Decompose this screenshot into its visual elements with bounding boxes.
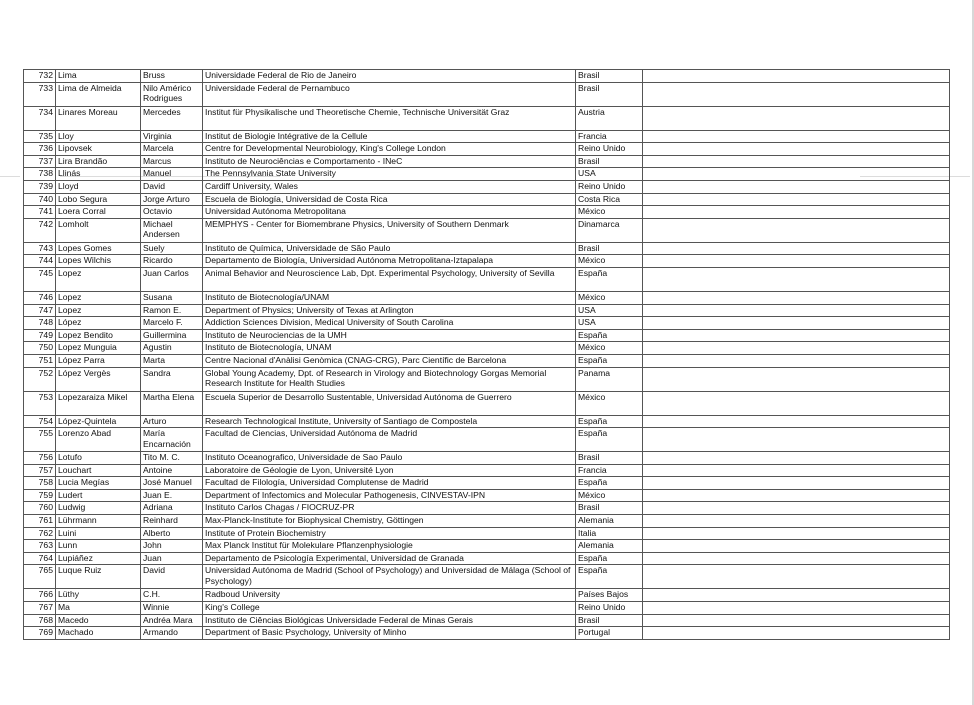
row-number: 752 (24, 367, 56, 391)
country-cell: España (576, 477, 643, 490)
scan-artifact-line (0, 176, 20, 177)
table-row (24, 106, 950, 130)
last-name-cell: Louchart (56, 464, 141, 477)
table-row (24, 317, 950, 330)
institution-cell: Instituto de Biotecnología, UNAM (203, 342, 576, 355)
institution-cell: Facultad de Filología, Universidad Complutense de Madrid (203, 477, 576, 490)
first-name-cell: Michael Andersen (141, 218, 203, 242)
last-name-cell: Lopez (56, 267, 141, 291)
row-number: 753 (24, 391, 56, 415)
empty-cell (643, 452, 950, 465)
participants-table (23, 69, 950, 640)
last-name-cell: Lüthy (56, 589, 141, 602)
empty-cell (643, 464, 950, 477)
row-number: 735 (24, 130, 56, 143)
first-name-cell: David (141, 180, 203, 193)
last-name-cell: Lloyd (56, 180, 141, 193)
country-cell: México (576, 391, 643, 415)
country-cell: Brasil (576, 502, 643, 515)
table-row (24, 218, 950, 242)
table-row (24, 415, 950, 428)
first-name-cell: Mercedes (141, 106, 203, 130)
first-name-cell: Ricardo (141, 255, 203, 268)
institution-cell: Animal Behavior and Neuroscience Lab, Dpt. Experimental Psychology, University of Sevilla (203, 267, 576, 291)
table-row (24, 70, 950, 83)
empty-cell (643, 527, 950, 540)
country-cell: Brasil (576, 452, 643, 465)
row-number: 750 (24, 342, 56, 355)
first-name-cell: Susana (141, 291, 203, 304)
empty-cell (643, 304, 950, 317)
first-name-cell: Reinhard (141, 515, 203, 528)
empty-cell (643, 168, 950, 181)
first-name-cell: Antoine (141, 464, 203, 477)
last-name-cell: Loera Corral (56, 206, 141, 219)
last-name-cell: Lima de Almeida (56, 82, 141, 106)
empty-cell (643, 515, 950, 528)
first-name-cell: Marcela (141, 143, 203, 156)
table-row (24, 155, 950, 168)
empty-cell (643, 70, 950, 83)
last-name-cell: Lobo Segura (56, 193, 141, 206)
last-name-cell: Linares Moreau (56, 106, 141, 130)
first-name-cell: José Manuel (141, 477, 203, 490)
table-row (24, 367, 950, 391)
table-row (24, 130, 950, 143)
row-number: 749 (24, 329, 56, 342)
empty-cell (643, 489, 950, 502)
institution-cell: King's College (203, 602, 576, 615)
first-name-cell: Juan Carlos (141, 267, 203, 291)
institution-cell: Universidad Autónoma de Madrid (School of Psychology) and Universidad de Málaga (School of Psychology) (203, 565, 576, 589)
row-number: 760 (24, 502, 56, 515)
first-name-cell: Marcus (141, 155, 203, 168)
institution-cell: Instituto de Química, Universidade de São Paulo (203, 242, 576, 255)
empty-cell (643, 242, 950, 255)
table-row (24, 168, 950, 181)
first-name-cell: Winnie (141, 602, 203, 615)
participants-table-body (24, 70, 950, 640)
institution-cell: Department of Infectomics and Molecular Pathogenesis, CINVESTAV-IPN (203, 489, 576, 502)
first-name-cell: Arturo (141, 415, 203, 428)
table-row (24, 565, 950, 589)
table-row (24, 193, 950, 206)
institution-cell: Departamento de Psicología Experimental, Universidad de Granada (203, 552, 576, 565)
last-name-cell: Lührmann (56, 515, 141, 528)
country-cell: Portugal (576, 627, 643, 640)
country-cell: USA (576, 304, 643, 317)
empty-cell (643, 614, 950, 627)
row-number: 738 (24, 168, 56, 181)
empty-cell (643, 130, 950, 143)
country-cell: Francia (576, 464, 643, 477)
last-name-cell: Machado (56, 627, 141, 640)
row-number: 740 (24, 193, 56, 206)
first-name-cell: Guillermina (141, 329, 203, 342)
row-number: 743 (24, 242, 56, 255)
table-row (24, 489, 950, 502)
country-cell: Reino Unido (576, 143, 643, 156)
empty-cell (643, 206, 950, 219)
last-name-cell: Lopes Wilchis (56, 255, 141, 268)
country-cell: Países Bajos (576, 589, 643, 602)
first-name-cell: Sandra (141, 367, 203, 391)
row-number: 742 (24, 218, 56, 242)
last-name-cell: Ludert (56, 489, 141, 502)
country-cell: Costa Rica (576, 193, 643, 206)
table-row (24, 82, 950, 106)
country-cell: México (576, 255, 643, 268)
last-name-cell: Lopez Bendito (56, 329, 141, 342)
empty-cell (643, 540, 950, 553)
last-name-cell: López Parra (56, 354, 141, 367)
institution-cell: Universidad Autónoma Metropolitana (203, 206, 576, 219)
table-row (24, 464, 950, 477)
last-name-cell: Lotufo (56, 452, 141, 465)
first-name-cell: Marta (141, 354, 203, 367)
row-number: 761 (24, 515, 56, 528)
first-name-cell: María Encarnación (141, 428, 203, 452)
last-name-cell: Lira Brandão (56, 155, 141, 168)
empty-cell (643, 155, 950, 168)
first-name-cell: Martha Elena (141, 391, 203, 415)
empty-cell (643, 552, 950, 565)
row-number: 754 (24, 415, 56, 428)
first-name-cell: Marcelo F. (141, 317, 203, 330)
empty-cell (643, 502, 950, 515)
table-row (24, 180, 950, 193)
last-name-cell: Lunn (56, 540, 141, 553)
last-name-cell: Lipovsek (56, 143, 141, 156)
row-number: 747 (24, 304, 56, 317)
empty-cell (643, 218, 950, 242)
table-row (24, 342, 950, 355)
last-name-cell: Lopes Gomes (56, 242, 141, 255)
institution-cell: Instituto Carlos Chagas / FIOCRUZ-PR (203, 502, 576, 515)
first-name-cell: Armando (141, 627, 203, 640)
empty-cell (643, 391, 950, 415)
institution-cell: The Pennsylvania State University (203, 168, 576, 181)
table-row (24, 627, 950, 640)
country-cell: Dinamarca (576, 218, 643, 242)
institution-cell: Addiction Sciences Division, Medical University of South Carolina (203, 317, 576, 330)
first-name-cell: Suely (141, 242, 203, 255)
empty-cell (643, 180, 950, 193)
country-cell: España (576, 354, 643, 367)
table-row (24, 391, 950, 415)
first-name-cell: Jorge Arturo (141, 193, 203, 206)
empty-cell (643, 342, 950, 355)
first-name-cell: David (141, 565, 203, 589)
country-cell: México (576, 206, 643, 219)
country-cell: España (576, 552, 643, 565)
last-name-cell: Lloy (56, 130, 141, 143)
institution-cell: Institut für Physikalische und Theoretische Chemie, Technische Universität Graz (203, 106, 576, 130)
last-name-cell: Macedo (56, 614, 141, 627)
empty-cell (643, 589, 950, 602)
country-cell: USA (576, 168, 643, 181)
row-number: 764 (24, 552, 56, 565)
last-name-cell: Lima (56, 70, 141, 83)
table-row (24, 602, 950, 615)
first-name-cell: Tito M. C. (141, 452, 203, 465)
institution-cell: Instituto de Neurociências e Comportamento - INeC (203, 155, 576, 168)
last-name-cell: Lopezaraiza Mikel (56, 391, 141, 415)
table-row (24, 452, 950, 465)
table-row (24, 477, 950, 490)
table-row (24, 589, 950, 602)
country-cell: Brasil (576, 242, 643, 255)
row-number: 765 (24, 565, 56, 589)
first-name-cell: C.H. (141, 589, 203, 602)
table-row (24, 206, 950, 219)
institution-cell: Universidade Federal de Pernambuco (203, 82, 576, 106)
institution-cell: MEMPHYS - Center for Biomembrane Physics, University of Southern Denmark (203, 218, 576, 242)
row-number: 768 (24, 614, 56, 627)
empty-cell (643, 565, 950, 589)
institution-cell: Departamento de Biología, Universidad Autónoma Metropolitana-Iztapalapa (203, 255, 576, 268)
institution-cell: Max-Planck-Institute for Biophysical Chemistry, Göttingen (203, 515, 576, 528)
country-cell: Brasil (576, 70, 643, 83)
last-name-cell: Lopez Munguia (56, 342, 141, 355)
row-number: 769 (24, 627, 56, 640)
empty-cell (643, 106, 950, 130)
country-cell: España (576, 428, 643, 452)
table-row (24, 329, 950, 342)
row-number: 767 (24, 602, 56, 615)
last-name-cell: Lupiáñez (56, 552, 141, 565)
institution-cell: Cardiff University, Wales (203, 180, 576, 193)
institution-cell: Centre Nacional d'Anàlisi Genòmica (CNAG-CRG), Parc Científic de Barcelona (203, 354, 576, 367)
institution-cell: Escuela Superior de Desarrollo Sustentable, Universidad Autónoma de Guerrero (203, 391, 576, 415)
institution-cell: Radboud University (203, 589, 576, 602)
institution-cell: Instituto de Neurociencias de la UMH (203, 329, 576, 342)
last-name-cell: Ma (56, 602, 141, 615)
institution-cell: Research Technological Institute, University of Santiago de Compostela (203, 415, 576, 428)
table-row (24, 428, 950, 452)
first-name-cell: Adriana (141, 502, 203, 515)
row-number: 748 (24, 317, 56, 330)
last-name-cell: Luini (56, 527, 141, 540)
table-row (24, 502, 950, 515)
country-cell: Reino Unido (576, 602, 643, 615)
country-cell: Alemania (576, 540, 643, 553)
row-number: 762 (24, 527, 56, 540)
table-row (24, 354, 950, 367)
table-row (24, 143, 950, 156)
institution-cell: Instituto Oceanografico, Universidade de Sao Paulo (203, 452, 576, 465)
first-name-cell: Bruss (141, 70, 203, 83)
row-number: 737 (24, 155, 56, 168)
row-number: 732 (24, 70, 56, 83)
institution-cell: Max Planck Institut für Molekulare Pflanzenphysiologie (203, 540, 576, 553)
first-name-cell: Juan E. (141, 489, 203, 502)
institution-cell: Department of Physics; University of Texas at Arlington (203, 304, 576, 317)
country-cell: México (576, 291, 643, 304)
institution-cell: Instituto de Biotecnología/UNAM (203, 291, 576, 304)
empty-cell (643, 143, 950, 156)
empty-cell (643, 354, 950, 367)
last-name-cell: López-Quintela (56, 415, 141, 428)
country-cell: Brasil (576, 155, 643, 168)
country-cell: Brasil (576, 614, 643, 627)
institution-cell: Escuela de Biología, Universidad de Costa Rica (203, 193, 576, 206)
table-row (24, 291, 950, 304)
last-name-cell: Lorenzo Abad (56, 428, 141, 452)
last-name-cell: Lucia Megías (56, 477, 141, 490)
first-name-cell: Virginia (141, 130, 203, 143)
row-number: 734 (24, 106, 56, 130)
empty-cell (643, 602, 950, 615)
country-cell: Alemania (576, 515, 643, 528)
country-cell: México (576, 489, 643, 502)
last-name-cell: López (56, 317, 141, 330)
row-number: 757 (24, 464, 56, 477)
country-cell: Panama (576, 367, 643, 391)
row-number: 736 (24, 143, 56, 156)
row-number: 744 (24, 255, 56, 268)
institution-cell: Universidade Federal de Rio de Janeiro (203, 70, 576, 83)
last-name-cell: Llinás (56, 168, 141, 181)
first-name-cell: Octavio (141, 206, 203, 219)
row-number: 733 (24, 82, 56, 106)
first-name-cell: John (141, 540, 203, 553)
row-number: 758 (24, 477, 56, 490)
row-number: 739 (24, 180, 56, 193)
empty-cell (643, 255, 950, 268)
table-row (24, 527, 950, 540)
institution-cell: Laboratoire de Géologie de Lyon, Université Lyon (203, 464, 576, 477)
table-row (24, 255, 950, 268)
empty-cell (643, 627, 950, 640)
first-name-cell: Juan (141, 552, 203, 565)
institution-cell: Department of Basic Psychology, University of Minho (203, 627, 576, 640)
empty-cell (643, 428, 950, 452)
row-number: 763 (24, 540, 56, 553)
country-cell: Reino Unido (576, 180, 643, 193)
last-name-cell: Luque Ruiz (56, 565, 141, 589)
row-number: 759 (24, 489, 56, 502)
country-cell: Francia (576, 130, 643, 143)
last-name-cell: López Vergès (56, 367, 141, 391)
institution-cell: Centre for Developmental Neurobiology, King's College London (203, 143, 576, 156)
first-name-cell: Andréa Mara (141, 614, 203, 627)
last-name-cell: Lopez (56, 304, 141, 317)
country-cell: Austria (576, 106, 643, 130)
empty-cell (643, 267, 950, 291)
first-name-cell: Nilo Américo Rodrigues (141, 82, 203, 106)
table-row (24, 614, 950, 627)
row-number: 755 (24, 428, 56, 452)
empty-cell (643, 193, 950, 206)
institution-cell: Institute of Protein Biochemistry (203, 527, 576, 540)
table-row (24, 552, 950, 565)
institution-cell: Facultad de Ciencias, Universidad Autónoma de Madrid (203, 428, 576, 452)
last-name-cell: Ludwig (56, 502, 141, 515)
country-cell: España (576, 565, 643, 589)
empty-cell (643, 82, 950, 106)
empty-cell (643, 329, 950, 342)
table-row (24, 540, 950, 553)
last-name-cell: Lopez (56, 291, 141, 304)
table-row (24, 515, 950, 528)
table-row (24, 267, 950, 291)
empty-cell (643, 367, 950, 391)
first-name-cell: Ramon E. (141, 304, 203, 317)
row-number: 741 (24, 206, 56, 219)
row-number: 745 (24, 267, 56, 291)
country-cell: Brasil (576, 82, 643, 106)
row-number: 756 (24, 452, 56, 465)
first-name-cell: Manuel (141, 168, 203, 181)
empty-cell (643, 291, 950, 304)
empty-cell (643, 477, 950, 490)
row-number: 766 (24, 589, 56, 602)
first-name-cell: Alberto (141, 527, 203, 540)
country-cell: USA (576, 317, 643, 330)
institution-cell: Institut de Biologie Intégrative de la Cellule (203, 130, 576, 143)
country-cell: España (576, 329, 643, 342)
empty-cell (643, 415, 950, 428)
empty-cell (643, 317, 950, 330)
first-name-cell: Agustin (141, 342, 203, 355)
institution-cell: Global Young Academy, Dpt. of Research in Virology and Biotechnology Gorgas Memorial Research Institute for Health Studies (203, 367, 576, 391)
institution-cell: Instituto de Ciências Biológicas Universidade Federal de Minas Gerais (203, 614, 576, 627)
country-cell: España (576, 267, 643, 291)
country-cell: México (576, 342, 643, 355)
last-name-cell: Lomholt (56, 218, 141, 242)
country-cell: España (576, 415, 643, 428)
table-row (24, 242, 950, 255)
table-row (24, 304, 950, 317)
row-number: 751 (24, 354, 56, 367)
country-cell: Italia (576, 527, 643, 540)
row-number: 746 (24, 291, 56, 304)
